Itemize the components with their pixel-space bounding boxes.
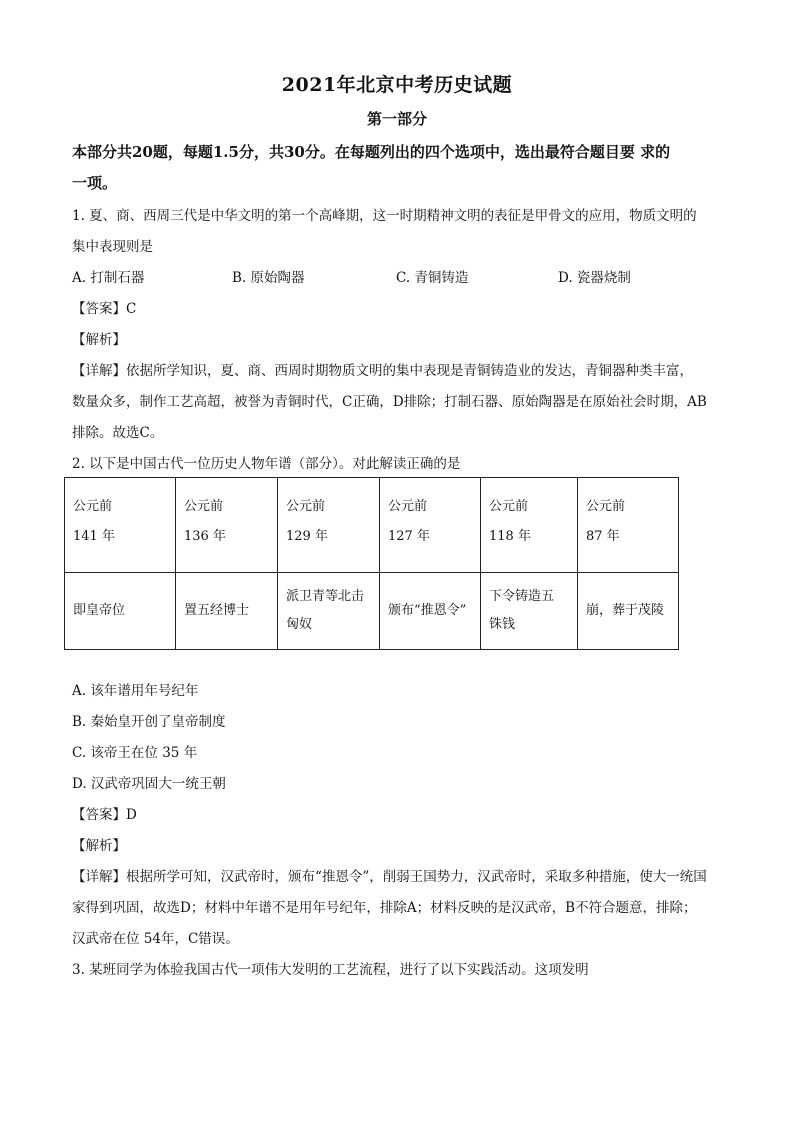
page-title: 2021年北京中考历史试题 xyxy=(281,74,513,96)
part-heading: 第一部分 xyxy=(366,110,427,128)
table-row-events xyxy=(65,573,679,650)
year-cell: 公元前 87 年 xyxy=(578,478,679,573)
year-cell: 公元前 118 年 xyxy=(481,478,578,573)
q2-option-b: B. 秦始皇开创了皇帝制度 xyxy=(72,714,226,730)
q3-stem: 3. 某班同学为体验我国古代一项伟大发明的工艺流程，进行了以下实践活动。这项发明 xyxy=(72,962,589,978)
q2-option-a: A. 该年谱用年号纪年 xyxy=(72,683,199,699)
event-cell: 派卫青等北击 匈奴 xyxy=(278,573,380,650)
q1-detail-line-2: 数量众多，制作工艺高超，被誉为青铜时代，C正确，D排除；打制石器、原始陶器是在原始社会时期，AB xyxy=(72,394,707,410)
event-cell: 下令铸造五 铢钱 xyxy=(481,573,578,650)
instruction-line-2: 一项。 xyxy=(72,174,118,192)
year-cell: 公元前 127 年 xyxy=(380,478,481,573)
q2-option-c: C. 该帝王在位 35 年 xyxy=(72,745,198,761)
q1-option-c: C. 青铜铸造 xyxy=(396,270,469,286)
q2-stem: 2. 以下是中国古代一位历史人物年谱（部分）。对此解读正确的是 xyxy=(72,456,461,472)
year-cell: 公元前 141 年 xyxy=(65,478,176,573)
chronology-table xyxy=(64,477,679,650)
q1-stem-line-2: 集中表现则是 xyxy=(72,239,153,255)
instruction-line-1: 本部分共20题，每题1.5分，共30分。在每题列出的四个选项中，选出最符合题目要 求的 xyxy=(72,143,671,161)
q1-option-b: B. 原始陶器 xyxy=(232,270,305,286)
q1-stem-line-1: 1. 夏、商、西周三代是中华文明的第一个高峰期，这一时期精神文明的表征是甲骨文的应用，物质文明的 xyxy=(72,208,697,224)
q1-answer: 【答案】C xyxy=(72,301,137,317)
q1-analysis-label: 【解析】 xyxy=(72,332,126,348)
event-cell: 置五经博士 xyxy=(176,573,278,650)
table-row-years xyxy=(65,478,679,573)
q2-option-d: D. 汉武帝巩固大一统王朝 xyxy=(72,776,226,792)
event-cell: 颁布“推恩令” xyxy=(380,573,481,650)
q1-detail-line-3: 排除。故选C。 xyxy=(72,425,164,441)
year-cell: 公元前 136 年 xyxy=(176,478,278,573)
q1-option-a: A. 打制石器 xyxy=(72,270,145,286)
event-cell: 即皇帝位 xyxy=(65,573,176,650)
year-cell: 公元前 129 年 xyxy=(278,478,380,573)
q2-detail-line-1: 【详解】根据所学可知，汉武帝时，颁布“推恩令”，削弱王国势力，汉武帝时，采取多种措施，使大一统国 xyxy=(72,869,707,885)
q2-detail-line-3: 汉武帝在位 54年，C错误。 xyxy=(72,931,239,947)
q1-detail-line-1: 【详解】依据所学知识，夏、商、西周时期物质文明的集中表现是青铜铸造业的发达，青铜器种类丰富， xyxy=(72,363,693,379)
q2-detail-line-2: 家得到巩固，故选D；材料中年谱不是用年号纪年，排除A；材料反映的是汉武帝，B不符合题意，排除； xyxy=(72,900,697,916)
event-cell: 崩，葬于茂陵 xyxy=(578,573,679,650)
q1-option-d: D. 瓷器烧制 xyxy=(558,270,631,286)
q2-analysis-label: 【解析】 xyxy=(72,838,126,854)
q2-answer: 【答案】D xyxy=(72,807,137,823)
